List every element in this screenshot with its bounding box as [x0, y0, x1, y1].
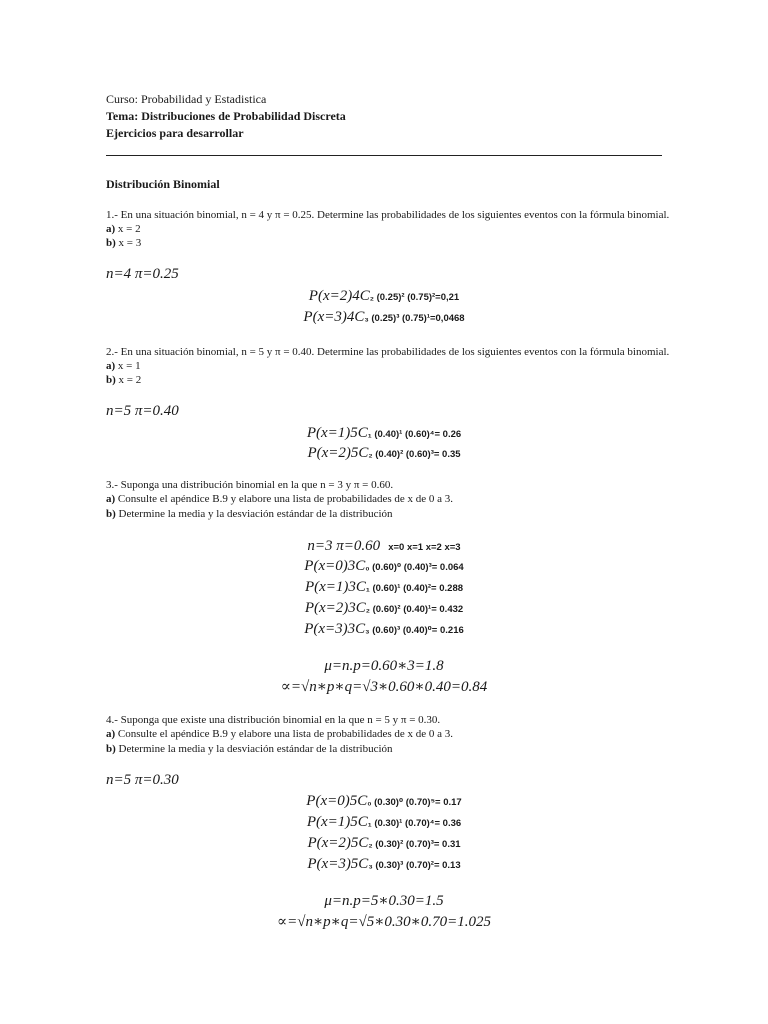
ex2-item-a	[106, 359, 141, 373]
ex2-b-label: b)	[106, 374, 116, 386]
ex3-b-text: Determine la media y la desviación estándar de la distribución	[115, 508, 393, 520]
ex1-item-b	[106, 236, 141, 250]
ex2-eq-1	[0, 423, 768, 445]
ex3-eq-3	[0, 619, 768, 641]
ex4-eq-1	[0, 812, 768, 834]
ex4-std: ∝=√n∗p∗q=√5∗0.30∗0.70=1.025	[276, 914, 491, 930]
header-divider	[106, 155, 662, 156]
topic-line: Tema: Distribuciones de Probabilidad Discreta	[106, 109, 346, 123]
ex4-eq2-main: P(x=2)5C	[307, 835, 369, 851]
ex4-b-label: b)	[106, 743, 116, 755]
ex3-eq2-main: P(x=2)3C	[304, 600, 366, 616]
course-line: Curso: Probabilidad y Estadistica	[106, 92, 267, 106]
ex1-statement: 1.- En una situación binomial, n = 4 y π = 0.25. Determine las probabilidades de los siguientes eventos con la fórmula binomial.	[106, 209, 670, 221]
ex2-item-b	[106, 373, 141, 387]
ex4-eq1-rest: ₁ (0.30)¹ (0.70)⁴= 0.36	[367, 818, 462, 829]
ex3-eq0-rest: ₀ (0.60)⁰ (0.40)³= 0.064	[365, 562, 464, 573]
ex4-eq-0	[0, 791, 768, 813]
ex3-eq-0	[0, 556, 768, 578]
ex3-eq3-rest: ₃ (0.60)³ (0.40)⁰= 0.216	[365, 625, 464, 636]
ex4-mean: μ=n.p=5∗0.30=1.5	[324, 893, 444, 909]
ex3-eq-1	[0, 577, 768, 599]
ex3-given-tail: x=0 x=1 x=2 x=3	[388, 542, 461, 553]
ex1-eq-1	[0, 286, 768, 308]
ex1-item-a	[106, 222, 141, 236]
ex2-eq2-rest: ₂ (0.40)² (0.60)³= 0.35	[368, 449, 461, 460]
ex2-statement: 2.- En una situación binomial, n = 5 y π = 0.40. Determine las probabilidades de los siguientes eventos con la fórmula binomial.	[106, 346, 670, 358]
ex1-b-text: x = 3	[115, 237, 142, 249]
ex4-eq2-rest: ₂ (0.30)² (0.70)³= 0.31	[368, 839, 461, 850]
ex3-eq-2	[0, 598, 768, 620]
ex2-eq-2	[0, 443, 768, 465]
ex2-a-label: a)	[106, 360, 116, 372]
ex3-item-a	[106, 492, 453, 506]
ex4-eq3-main: P(x=3)5C	[307, 856, 369, 872]
section-title: Distribución Binomial	[106, 177, 220, 191]
ex1-b-label: b)	[106, 237, 116, 249]
subtitle-line: Ejercicios para desarrollar	[106, 126, 244, 140]
ex4-eq-3	[0, 854, 768, 876]
ex1-a-text: x = 2	[115, 223, 141, 235]
ex2-eq1-rest: ₁ (0.40)¹ (0.60)⁴= 0.26	[367, 429, 462, 440]
ex4-a-label: a)	[106, 728, 116, 740]
ex4-given: n=5 π=0.30	[106, 772, 179, 788]
ex4-eq3-rest: ₃ (0.30)³ (0.70)²= 0.13	[368, 860, 461, 871]
ex3-item-b	[106, 507, 393, 521]
ex4-eq0-main: P(x=0)5C	[306, 793, 368, 809]
ex2-given: n=5 π=0.40	[106, 403, 179, 419]
ex1-eq2-rest: ₃ (0.25)³ (0.75)¹=0,0468	[364, 313, 465, 324]
ex4-item-b	[106, 742, 393, 756]
ex3-eq3-main: P(x=3)3C	[304, 621, 366, 637]
ex3-a-label: a)	[106, 493, 116, 505]
ex1-eq2-main: P(x=3)4C	[303, 309, 365, 325]
ex3-eq1-main: P(x=1)3C	[304, 579, 366, 595]
ex3-mean: μ=n.p=0.60∗3=1.8	[324, 658, 444, 674]
ex4-eq1-main: P(x=1)5C	[306, 814, 368, 830]
ex4-b-text: Determine la media y la desviación estándar de la distribución	[115, 743, 393, 755]
ex3-statement: 3.- Suponga una distribución binomial en la que n = 3 y π = 0.60.	[106, 479, 394, 491]
ex1-a-label: a)	[106, 223, 116, 235]
ex1-eq-2	[0, 307, 768, 329]
ex4-item-a	[106, 727, 453, 741]
ex3-eq0-main: P(x=0)3C	[304, 558, 366, 574]
ex3-b-label: b)	[106, 508, 116, 520]
ex4-a-text: Consulte el apéndice B.9 y elabore una lista de probabilidades de x de 0 a 3.	[115, 728, 454, 740]
ex1-eq1-rest: ₂ (0.25)² (0.75)²=0,21	[369, 292, 460, 303]
ex3-std: ∝=√n∗p∗q=√3∗0.60∗0.40=0.84	[280, 679, 488, 695]
ex3-eq2-rest: ₂ (0.60)² (0.40)¹= 0.432	[365, 604, 464, 615]
ex4-eq0-rest: ₀ (0.30)⁰ (0.70)⁵= 0.17	[367, 797, 462, 808]
ex1-given: n=4 π=0.25	[106, 266, 179, 282]
ex1-eq1-main: P(x=2)4C	[308, 288, 370, 304]
ex2-a-text: x = 1	[115, 360, 141, 372]
ex4-eq-2	[0, 833, 768, 855]
ex3-given-main: n=3 π=0.60	[307, 538, 381, 554]
ex4-statement: 4.- Suponga que existe una distribución binomial en la que n = 5 y π = 0.30.	[106, 714, 441, 726]
ex3-eq1-rest: ₁ (0.60)¹ (0.40)²= 0.288	[365, 583, 464, 594]
ex3-a-text: Consulte el apéndice B.9 y elabore una lista de probabilidades de x de 0 a 3.	[115, 493, 454, 505]
ex3-given	[0, 536, 768, 558]
ex2-b-text: x = 2	[115, 374, 142, 386]
ex2-eq1-main: P(x=1)5C	[306, 425, 368, 441]
ex2-eq2-main: P(x=2)5C	[307, 445, 369, 461]
